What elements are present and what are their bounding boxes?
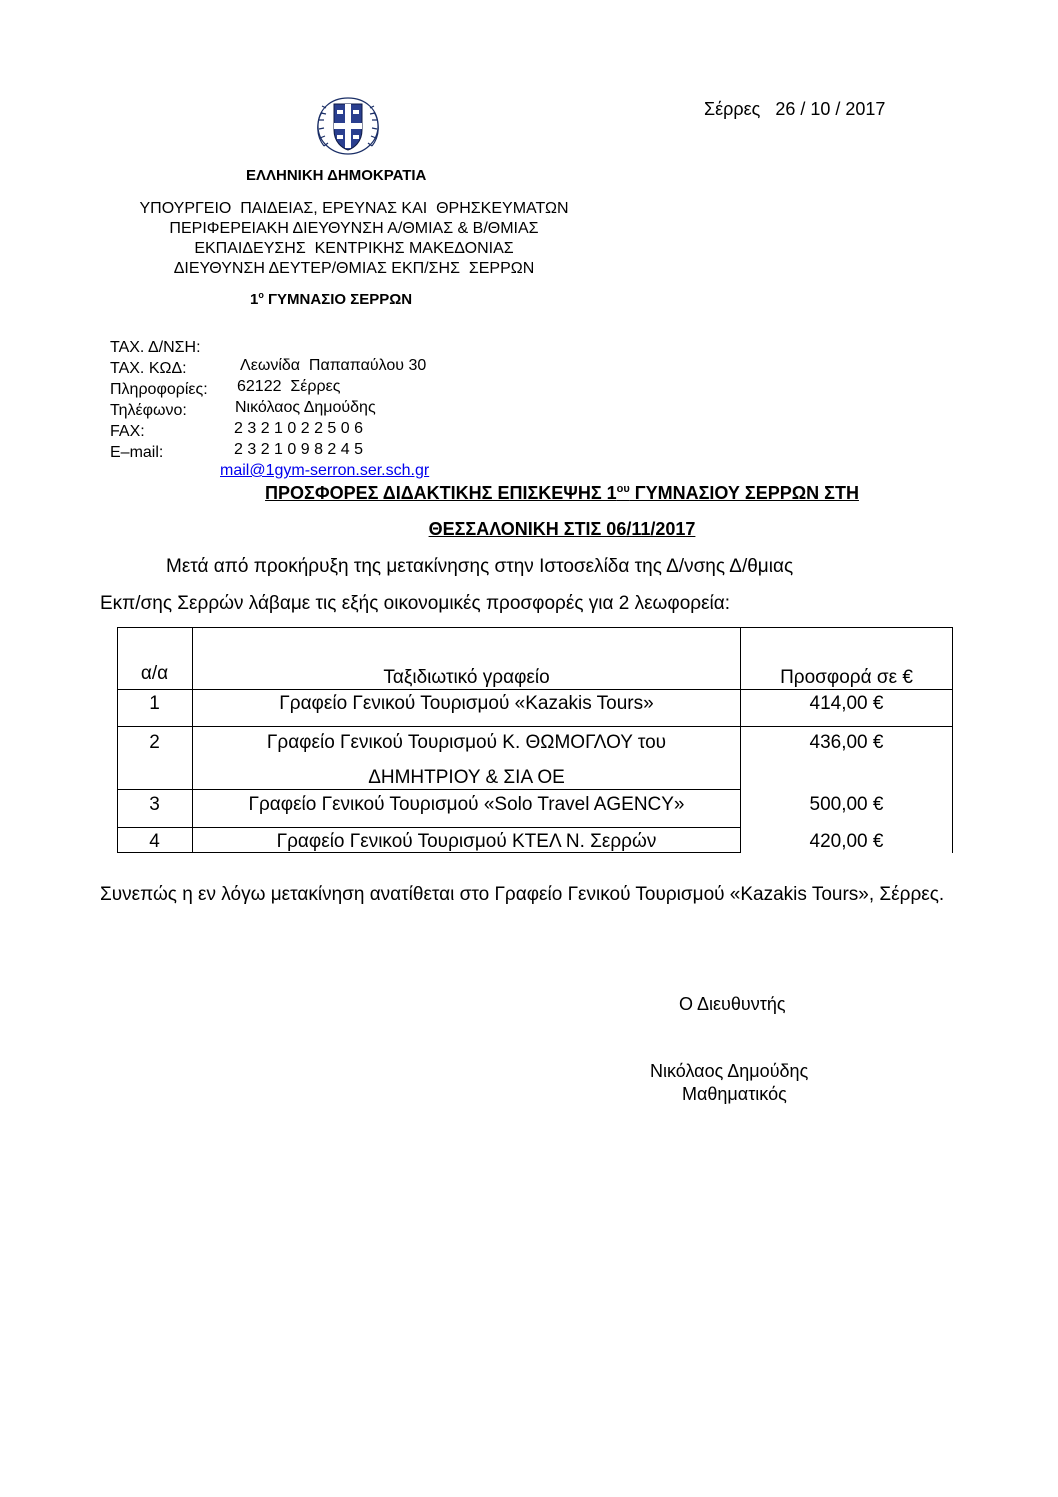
table-cell-number: 4	[149, 831, 160, 852]
school-name	[250, 290, 412, 308]
table-row-divider	[117, 726, 953, 727]
postcode-value: 62122 Σέρρες	[237, 378, 341, 395]
document-date: Σέρρες 26 / 10 / 2017	[704, 99, 886, 119]
table-header-cell: Ταξιδιωτικό γραφείο	[383, 667, 550, 688]
school-name-text: ΓΥΜΝΑΣΙΟ ΣΕΡΡΩΝ	[263, 291, 413, 308]
table-cell-offer: 420,00 €	[809, 831, 884, 852]
phone-label: Τηλέφωνο:	[110, 402, 187, 419]
document-title-line-1	[0, 483, 1058, 504]
table-cell-agency: Γραφείο Γενικού Τουρισμού «Solo Travel AGENCY»	[248, 794, 685, 815]
signature-name: Νικόλαος Δημούδης	[650, 1061, 809, 1081]
document-title-line-2: ΘΕΣΣΑΛΟΝΙΚΗ ΣΤΙΣ 06/11/2017	[428, 519, 696, 539]
table-row-divider	[117, 789, 741, 790]
conclusion-paragraph: Συνεπώς η εν λόγω μετακίνηση ανατίθεται στο Γραφείο Γενικού Τουρισμού «Kazakis Tours», Σέρρες.	[100, 884, 945, 905]
info-value: Νικόλαος Δημούδης	[235, 399, 376, 416]
intro-paragraph-line-2: Εκπ/σης Σερρών λάβαμε τις εξής οικονομικές προσφορές για 2 λεωφορεία:	[100, 593, 731, 614]
phone-value: 2 3 2 1 0 2 2 5 0 6	[234, 420, 363, 437]
ministry-line: ΔΙΕΥΘΥΝΣΗ ΔΕΥΤΕΡ/ΘΜΙΑΣ ΕΚΠ/ΣΗΣ ΣΕΡΡΩΝ	[173, 260, 535, 277]
address-label: ΤΑΧ. Δ/ΝΣΗ:	[110, 339, 201, 356]
table-cell-agency: Γραφείο Γενικού Τουρισμού Κ. ΘΩΜΟΓΛΟΥ του	[266, 732, 667, 753]
ministry-block	[100, 199, 608, 279]
postcode-label: ΤΑΧ. ΚΩΔ:	[110, 360, 187, 377]
title-ordinal: ου	[616, 483, 630, 495]
table-cell-agency-line2: ΔΗΜΗΤΡΙΟΥ & ΣΙΑ ΟΕ	[368, 767, 565, 788]
table-cell-number: 2	[149, 732, 160, 753]
address-value: Λεωνίδα Παπαπαύλου 30	[240, 357, 427, 374]
table-row-divider	[117, 827, 741, 828]
email-label: E–mail:	[110, 444, 164, 461]
fax-label: FAX:	[110, 423, 145, 440]
hellenic-republic-heading: ΕΛΛΗΝΙΚΗ ΔΗΜΟΚΡΑΤΙΑ	[246, 167, 427, 184]
greek-coat-of-arms-emblem	[312, 92, 384, 158]
title-text-part1: ΠΡΟΣΦΟΡΕΣ ΔΙΔΑΚΤΙΚΗΣ ΕΠΙΣΚΕΨΗΣ 1	[265, 483, 617, 503]
table-cell-offer: 500,00 €	[809, 794, 884, 815]
table-cell-agency: Γραφείο Γενικού Τουρισμού «Kazakis Tours»	[279, 693, 654, 714]
table-cell-offer: 436,00 €	[809, 732, 884, 753]
school-number: 1	[250, 291, 259, 308]
ministry-line: ΥΠΟΥΡΓΕΙΟ ΠΑΙΔΕΙΑΣ, ΕΡΕΥΝΑΣ ΚΑΙ ΘΡΗΣΚΕΥΜΑΤΩΝ	[139, 200, 569, 217]
table-header-divider	[117, 689, 953, 690]
school-ordinal: ο	[258, 290, 264, 300]
table-border-top	[117, 627, 953, 628]
signature-role: Μαθηματικός	[682, 1084, 787, 1104]
info-label: Πληροφορίες:	[110, 381, 208, 398]
offers-table	[117, 627, 953, 853]
title-text-part2: ΓΥΜΝΑΣΙΟΥ ΣΕΡΡΩΝ ΣΤΗ	[629, 483, 859, 503]
table-cell-agency: Γραφείο Γενικού Τουρισμού ΚΤΕΛ Ν. Σερρών	[276, 831, 657, 852]
table-header-cell: α/α	[140, 663, 169, 684]
ministry-line: ΠΕΡΙΦΕΡΕΙΑΚΗ ΔΙΕΥΘΥΝΣΗ Α/ΘΜΙΑΣ & Β/ΘΜΙΑΣ	[169, 220, 539, 237]
table-cell-offer: 414,00 €	[809, 693, 884, 714]
email-link[interactable]: mail@1gym-serron.ser.sch.gr	[220, 462, 430, 479]
intro-paragraph-line-1: Μετά από προκήρυξη της μετακίνησης στην Ιστοσελίδα της Δ/νσης Δ/θμιας	[166, 556, 794, 577]
table-border-right	[952, 627, 953, 853]
table-cell-number: 1	[149, 693, 160, 714]
signature-title: Ο Διευθυντής	[679, 994, 786, 1014]
table-cell-number: 3	[149, 794, 160, 815]
fax-value: 2 3 2 1 0 9 8 2 4 5	[234, 441, 363, 458]
table-header-cell: Προσφορά σε €	[780, 667, 913, 688]
ministry-line: ΕΚΠΑΙΔΕΥΣΗΣ ΚΕΝΤΡΙΚΗΣ ΜΑΚΕΔΟΝΙΑΣ	[194, 240, 514, 257]
